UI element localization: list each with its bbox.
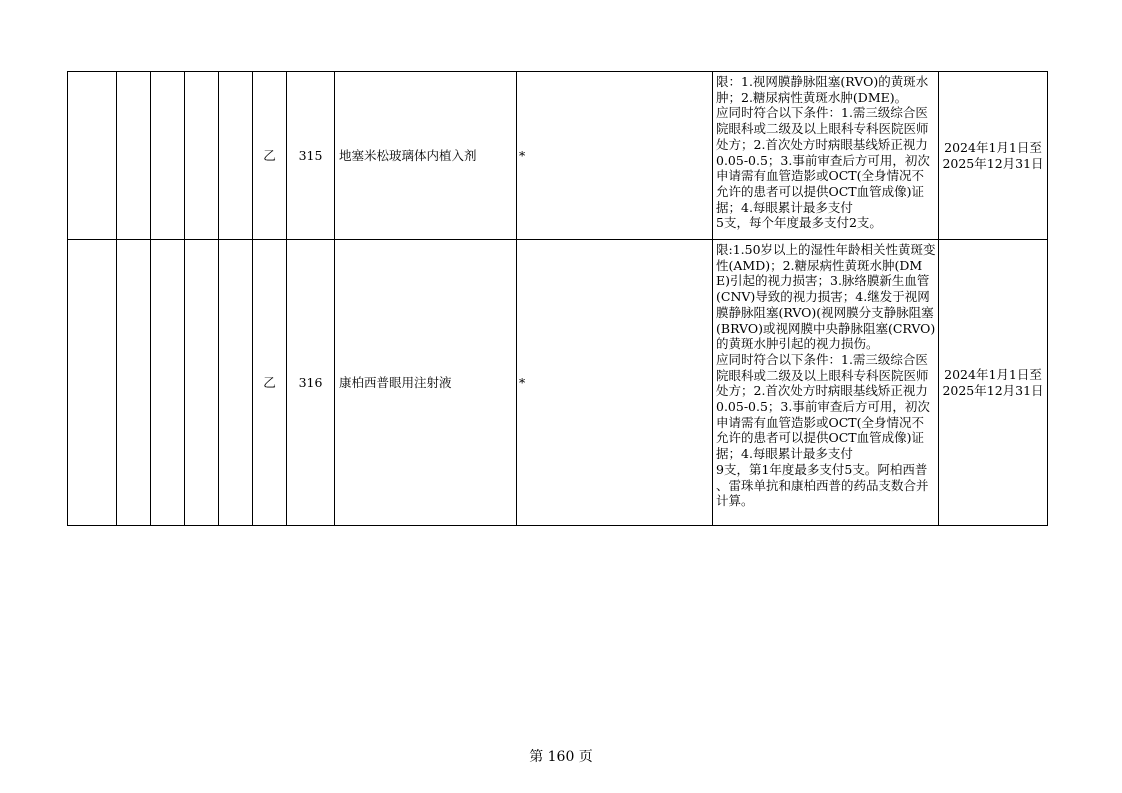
restriction-cell: 限：1.视网膜静脉阻塞(RVO)的黄斑水肿；2.糖尿病性黄斑水肿(DME)。 应同时符合以下条件：1.需三级综合医院眼科或二级及以上眼科专科医院医师处方；2.首次处方时病眼基线矫正视力0.05-0.5；3.事前审查后方可用，初次申请需有血管造影或OCT(全身情况不允许的患者可以提供OCT血管成像)证据；4.每眼累计最多支付 5支，每个年度最多支付2支。 bbox=[713, 72, 939, 240]
empty-cell bbox=[151, 72, 185, 240]
drug-name-cell: 康柏西普眼用注射液 bbox=[335, 240, 517, 526]
category-cell: 乙 bbox=[253, 72, 287, 240]
empty-cell bbox=[219, 72, 253, 240]
validity-period-cell: 2024年1月1日至 2025年12月31日 bbox=[939, 72, 1048, 240]
number-cell: 316 bbox=[287, 240, 335, 526]
drug-catalog-table bbox=[67, 71, 1048, 526]
drug-name-cell: 地塞米松玻璃体内植入剂 bbox=[335, 72, 517, 240]
empty-cell bbox=[219, 240, 253, 526]
table-row bbox=[68, 240, 1048, 526]
empty-cell bbox=[117, 240, 151, 526]
empty-cell bbox=[117, 72, 151, 240]
empty-cell bbox=[68, 240, 117, 526]
empty-cell bbox=[151, 240, 185, 526]
empty-cell bbox=[185, 72, 219, 240]
restriction-cell: 限:1.50岁以上的湿性年龄相关性黄斑变性(AMD)；2.糖尿病性黄斑水肿(DME)引起的视力损害；3.脉络膜新生血管(CNV)导致的视力损害；4.继发于视网膜静脉阻塞(RVO)(视网膜分支静脉阻塞(BRVO)或视网膜中央静脉阻塞(CRVO)的黄斑水肿引起的视力损伤。 应同时符合以下条件：1.需三级综合医院眼科或二级及以上眼科专科医院医师处方；2.首次处方时病眼基线矫正视力0.05-0.5；3.事前审查后方可用，初次申请需有血管造影或OCT(全身情况不允许的患者可以提供OCT血管成像)证据；4.每眼累计最多支付 9支，第1年度最多支付5支。阿柏西普 、雷珠单抗和康柏西普的药品支数合并计算。 bbox=[713, 240, 939, 526]
empty-cell bbox=[185, 240, 219, 526]
page-number: 第 160 页 bbox=[529, 749, 593, 765]
empty-cell bbox=[68, 72, 117, 240]
table-row bbox=[68, 72, 1048, 240]
mark-cell: * bbox=[517, 240, 713, 526]
category-cell: 乙 bbox=[253, 240, 287, 526]
number-cell: 315 bbox=[287, 72, 335, 240]
validity-period-cell: 2024年1月1日至 2025年12月31日 bbox=[939, 240, 1048, 526]
mark-cell: * bbox=[517, 72, 713, 240]
